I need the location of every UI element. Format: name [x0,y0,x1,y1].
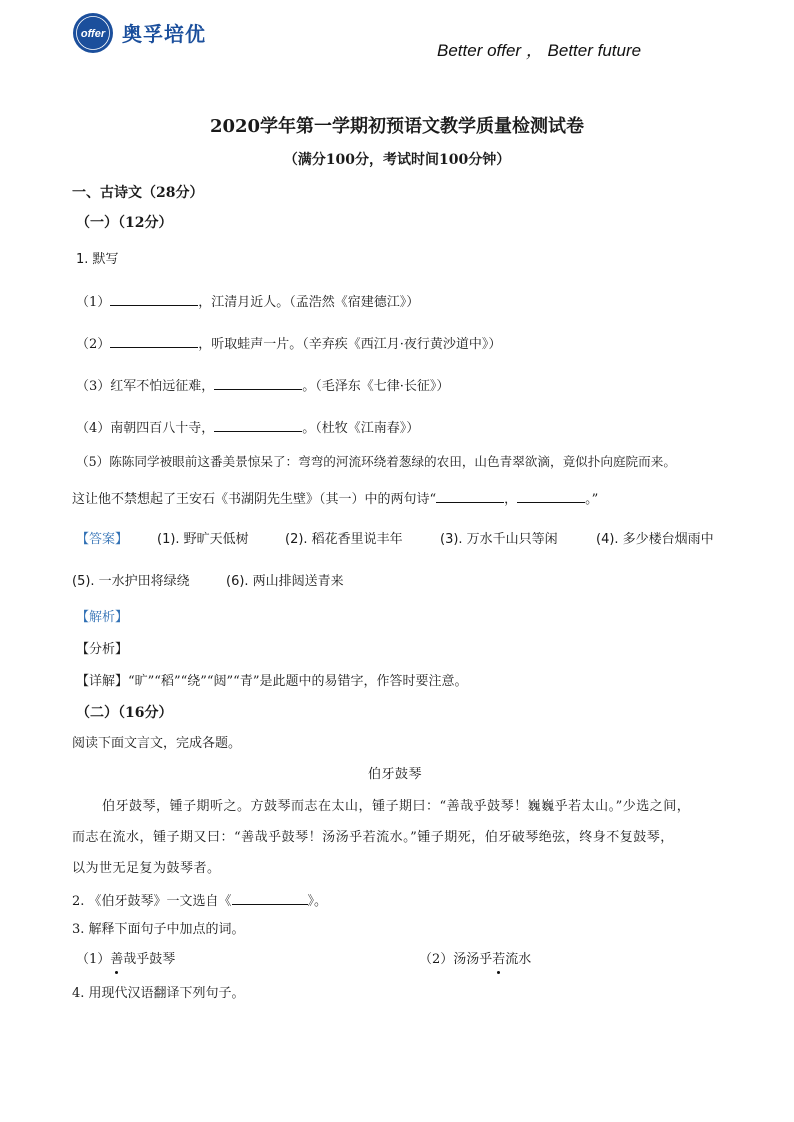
answer-blank[interactable] [436,488,504,503]
question-4: 4. 用现代汉语翻译下列句子。 [72,986,245,1001]
q3-sentence-1: （1）善哉乎鼓琴 [76,952,176,967]
logo-text: offer [80,28,106,40]
slogan: Better offer ， Better future [437,41,642,60]
detail-text: 【详解】“旷”“稻”“绕”“闼”“青”是此题中的易错字，作答时要注意。 [76,674,468,689]
fill-item-5: （5）陈陈同学被眼前这番美景惊呆了：弯弯的河流环绕着葱绿的农田，山色青翠欲滴，竟似扑向庭院而来。 [76,454,676,469]
exam-title: 2020学年第一学期初预语文教学质量检测试卷 [209,116,585,137]
fenxi-label: 【分析】 [76,642,129,657]
part-heading: （一）（12分） [76,215,173,231]
passage-line: 以为世无足复为鼓琴者。 [72,861,221,876]
fill-item: （4）南朝四百八十寺， 。（杜牧《江南春》） [76,417,419,438]
part-heading: （二）（16分） [76,705,173,721]
fill-item: （2） ，听取蛙声一片。（辛弃疾《西江月·夜行黄沙道中》） [76,333,501,354]
q3-sentence-2: （2）汤汤乎若流水 [419,952,532,967]
answer-item: (5). 一水护田将绿绕 [72,574,190,589]
answer-item: (2). 稻花香里说丰年 [285,532,403,547]
dotted-word: 善 [110,952,124,967]
exam-subtitle: （满分100分，考试时间100分钟） [283,152,511,168]
fill-item: （3）红军不怕远征难， 。（毛泽东《七律·长征》） [76,375,449,396]
passage-line: 而志在流水，锺子期又曰：“善哉乎鼓琴！汤汤乎若流水。”锺子期死，伯牙破琴绝弦，终身不复鼓琴， [72,830,674,845]
question-3: 3. 解释下面句子中加点的词。 [72,922,245,937]
section-heading: 一、古诗文（28分） [72,185,204,201]
answer-blank[interactable] [214,375,302,390]
answer-item: (1). 野旷天低树 [157,532,249,547]
answer-blank[interactable] [232,890,308,905]
answer-blank[interactable] [110,333,198,348]
answer-blank[interactable] [214,417,302,432]
answer-label: 【答案】 [76,532,129,547]
passage-title: 伯牙鼓琴 [368,767,423,782]
fill-item-5-cont: 这让他不禁想起了王安石《书湖阴先生壁》（其一）中的两句诗“ ， 。” [72,488,598,509]
answer-item: (6). 两山排闼送青来 [226,574,344,589]
answer-blank[interactable] [517,488,585,503]
passage-line: 伯牙鼓琴，锺子期听之。方鼓琴而志在太山，锺子期曰：“善哉乎鼓琴！巍巍乎若太山。”少选之间， [102,799,691,814]
answer-item: (4). 多少楼台烟雨中 [596,532,714,547]
dotted-word: 若 [492,952,506,967]
instruction: 阅读下面文言文，完成各题。 [72,736,242,751]
offer-logo-icon [72,12,114,54]
page-header [0,0,794,80]
question-2: 2. 《伯牙鼓琴》一文选自《 》。 [72,890,327,911]
analysis-label: 【解析】 [76,610,129,625]
question-label: 1. 默写 [76,252,119,267]
answer-item: (3). 万水千山只等闲 [440,532,558,547]
brand-name: 奥孚培优 [122,22,206,46]
fill-item: （1） ，江清月近人。（孟浩然《宿建德江》） [76,291,419,312]
answer-blank[interactable] [110,291,198,306]
